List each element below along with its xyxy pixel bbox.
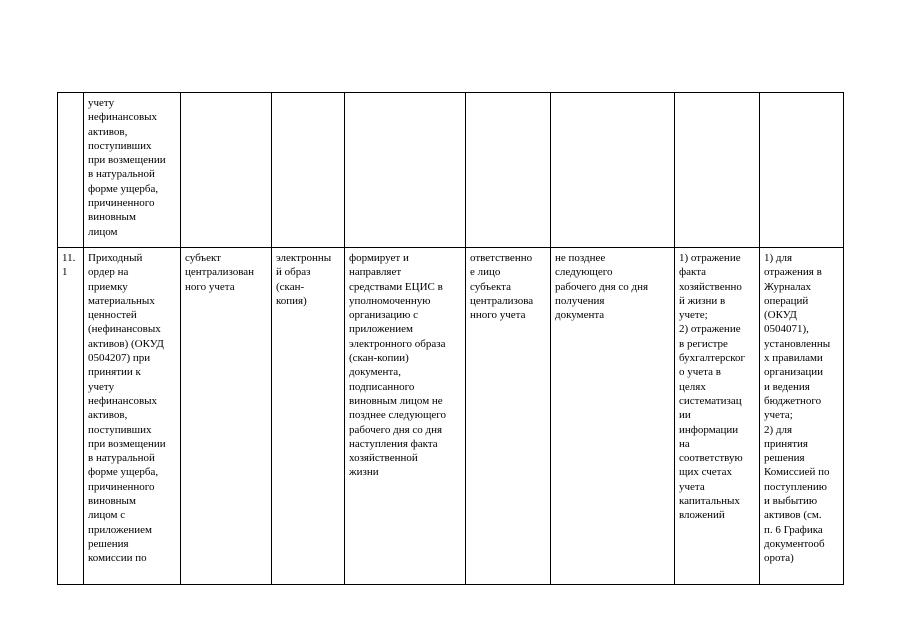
cell-preparer: субъект централизован ного учета	[181, 248, 272, 585]
cell-deadline	[551, 93, 675, 248]
cell-responsible	[466, 93, 551, 248]
cell-form: электронны й образ (скан- копия)	[272, 248, 345, 585]
table-row	[58, 93, 844, 248]
table-row	[58, 248, 844, 585]
cell-procedure	[345, 93, 466, 248]
cell-usage: 1) для отражения в Журналах операций (ОКУД 0504071), установленны х правилами организации и ведения бюджетного учета; 2) для принятия решения Комиссией по поступлению и выбытию активов (см. п. 6 Графика документооб орота)	[760, 248, 844, 585]
cell-document-name: учету нефинансовых активов, поступивших при возмещении в натуральной форме ущерба, причиненного виновным лицом	[84, 93, 181, 248]
cell-purpose: 1) отражение факта хозяйственно й жизни в учете; 2) отражение в регистре бухгалтерског о учета в целях систематизац ии информации на соответствую щих счетах учета капитальных вложений	[675, 248, 760, 585]
cell-purpose	[675, 93, 760, 248]
cell-number	[58, 93, 84, 248]
cell-usage	[760, 93, 844, 248]
cell-deadline: не позднее следующего рабочего дня со дня получения документа	[551, 248, 675, 585]
cell-number: 11. 1	[58, 248, 84, 585]
cell-responsible: ответственно е лицо субъекта централизова нного учета	[466, 248, 551, 585]
cell-form	[272, 93, 345, 248]
cell-procedure: формирует и направляет средствами ЕЦИС в уполномоченную организацию с приложением электронного образа (скан-копии) документа, подписанного виновным лицом не позднее следующего рабочего дня со дня наступления факта хозяйственной жизни	[345, 248, 466, 585]
document-table	[57, 92, 844, 585]
cell-preparer	[181, 93, 272, 248]
cell-document-name: Приходный ордер на приемку материальных ценностей (нефинансовых активов) (ОКУД 0504207) при принятии к учету нефинансовых активов, поступивших при возмещении в натуральной форме ущерба, причиненного виновным лицом с приложением решения комиссии по	[84, 248, 181, 585]
